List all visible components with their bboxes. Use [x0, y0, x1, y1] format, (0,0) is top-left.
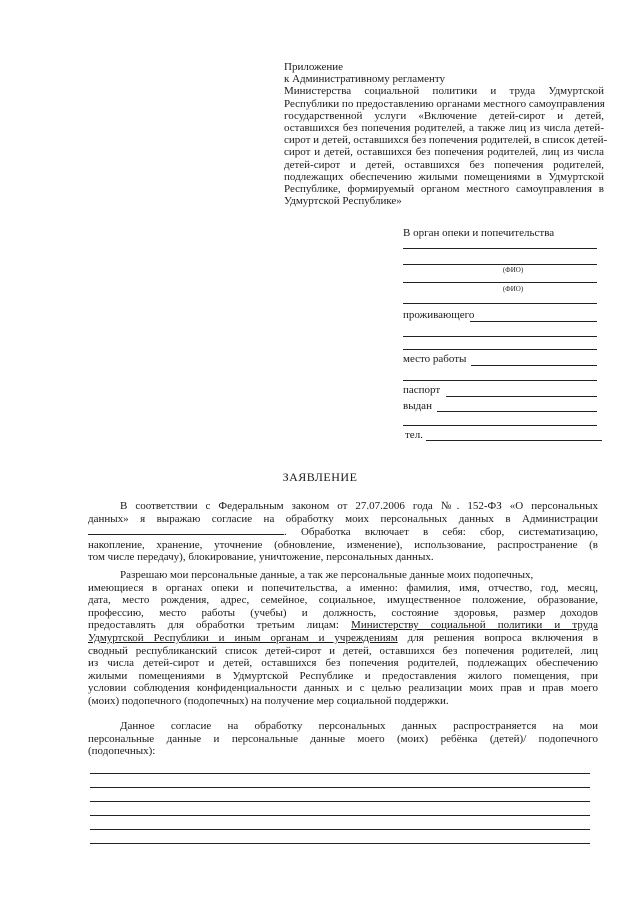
- fio-caption-2: (ФИО): [502, 285, 524, 293]
- text-row: условии соблюдения конфиденциальности данных и с целью реализации моих прав и прав моего: [88, 682, 598, 695]
- text-row: из числа детей-сирот и детей, оставшихся без попечения родителей, подлежащих обеспечению: [88, 657, 598, 670]
- text-row: [88, 632, 598, 645]
- text-row: персональные данные и персональные данные моего (моих) ребёнка (детей)/ подопечного: [88, 732, 598, 745]
- annex-line: детей-сирот и детей, оставшихся без попечения родителей,: [284, 158, 604, 171]
- residing-line[interactable]: [470, 321, 597, 322]
- fio-line-4[interactable]: [403, 303, 597, 304]
- text-part: для решения вопроса включения в: [407, 631, 598, 644]
- fio-line-3[interactable]: [403, 282, 597, 283]
- passport-label: паспорт: [403, 384, 441, 396]
- paragraph-scope: [88, 720, 598, 758]
- text-row: [88, 619, 598, 632]
- annex-line: государственной услуги «Включение детей-сирот и детей,: [284, 109, 604, 122]
- phone-label: тел.: [405, 429, 423, 441]
- text-row: (подопечных):: [88, 745, 156, 758]
- annex-line: Министерства социальной политики и труда Удмуртской: [284, 85, 604, 98]
- text-row: данных» я выражаю согласие на обработку моих персональных данных в Администрации: [88, 512, 598, 525]
- ward-line-5[interactable]: [90, 829, 590, 830]
- processing-text: . Обработка включает в себя: сбор, систематизацию,: [284, 526, 598, 539]
- ward-line-2[interactable]: [90, 787, 590, 788]
- work-line[interactable]: [471, 365, 597, 366]
- text-row: Данное согласие на обработку персональных данных распространяется на мои: [120, 720, 598, 732]
- text-row: профессию, место работы (учебы) и должность, состояние здоровья, размер доходов: [88, 606, 598, 619]
- annex-line: Республике, формируемый органом местного самоуправления в: [284, 183, 604, 196]
- residing-line-2[interactable]: [403, 336, 597, 337]
- annex-line: сирот и детей, оставшихся без попечения родителей, лиц из числа: [284, 146, 604, 159]
- ward-line-6[interactable]: [90, 843, 590, 844]
- statement-title: ЗАЯВЛЕНИЕ: [282, 470, 358, 484]
- text-row: В соответствии с Федеральным законом от 27.07.2006 года №. 152-ФЗ «О персональных: [120, 500, 598, 512]
- annex-line: Удмуртской Республике»: [284, 195, 402, 208]
- ward-line-4[interactable]: [90, 815, 590, 816]
- text-row: [88, 525, 598, 539]
- text-row: имеющиеся в органах опеки и попечительства, а именно: фамилия, имя, отчество, год, месяц,: [88, 581, 598, 594]
- addressee-to: В орган опеки и попечительства: [403, 227, 555, 239]
- issued-line-2[interactable]: [403, 425, 597, 426]
- ward-line-3[interactable]: [90, 801, 590, 802]
- text-row: Разрешаю мои персональные данные, а так же персональные данные моих подопечных,: [120, 569, 534, 581]
- annex-header: [284, 61, 608, 208]
- residing-line-3[interactable]: [403, 349, 597, 350]
- issued-line[interactable]: [437, 411, 597, 412]
- fio-caption-1: (ФИО): [502, 266, 524, 274]
- annex-line: к Административному регламенту: [284, 73, 446, 86]
- annex-line: сирот и детей, оставшихся без попечения родителей, в список детей-: [284, 134, 608, 147]
- administration-blank[interactable]: [88, 525, 284, 535]
- passport-line[interactable]: [446, 396, 597, 397]
- text-row: (моих) подопечного (подопечных) на получение мер социальной поддержки.: [88, 694, 449, 707]
- annex-line: Приложение: [284, 61, 344, 73]
- residing-label: проживающего: [403, 309, 475, 321]
- annex-line: оставшихся без попечения родителей, а также лиц из числа детей-: [284, 122, 604, 135]
- fio-line-2[interactable]: [403, 264, 597, 265]
- text-part: предоставлять для обработки третьим лицам:: [88, 619, 339, 632]
- text-row: накопление, хранение, уточнение (обновление, изменение), использование, распространение (в: [88, 538, 598, 551]
- work-line-2[interactable]: [403, 380, 597, 381]
- text-row: сводный республиканский список детей-сирот и детей, оставшихся без попечения родителей, лиц: [88, 644, 598, 657]
- phone-line[interactable]: [426, 440, 602, 441]
- text-row: жилыми помещениями в Удмуртской Республике и предоставления жилого помещения, при: [88, 669, 598, 682]
- paragraph-permission: [88, 569, 598, 708]
- issued-label: выдан: [403, 400, 432, 412]
- text-row: том числе передачу), блокирование, уничтожение, персональных данных.: [88, 551, 434, 564]
- annex-line: Республики по предоставлению органами местного самоуправления: [284, 97, 605, 110]
- paragraph-consent: [88, 500, 598, 564]
- underlined-text: Удмуртской Республики и иным органам и учреждениям: [88, 631, 398, 644]
- text-row: дата, место рождения, адрес, семейное, социальное, имущественное положение, образование,: [88, 594, 598, 607]
- ward-line-1[interactable]: [90, 773, 590, 774]
- fio-line-1[interactable]: [403, 248, 597, 249]
- annex-line: подлежащих обеспечению жилыми помещениями в Удмуртской: [284, 170, 604, 183]
- work-label: место работы: [403, 353, 467, 365]
- underlined-text: Министерству социальной политики и труда: [351, 619, 598, 632]
